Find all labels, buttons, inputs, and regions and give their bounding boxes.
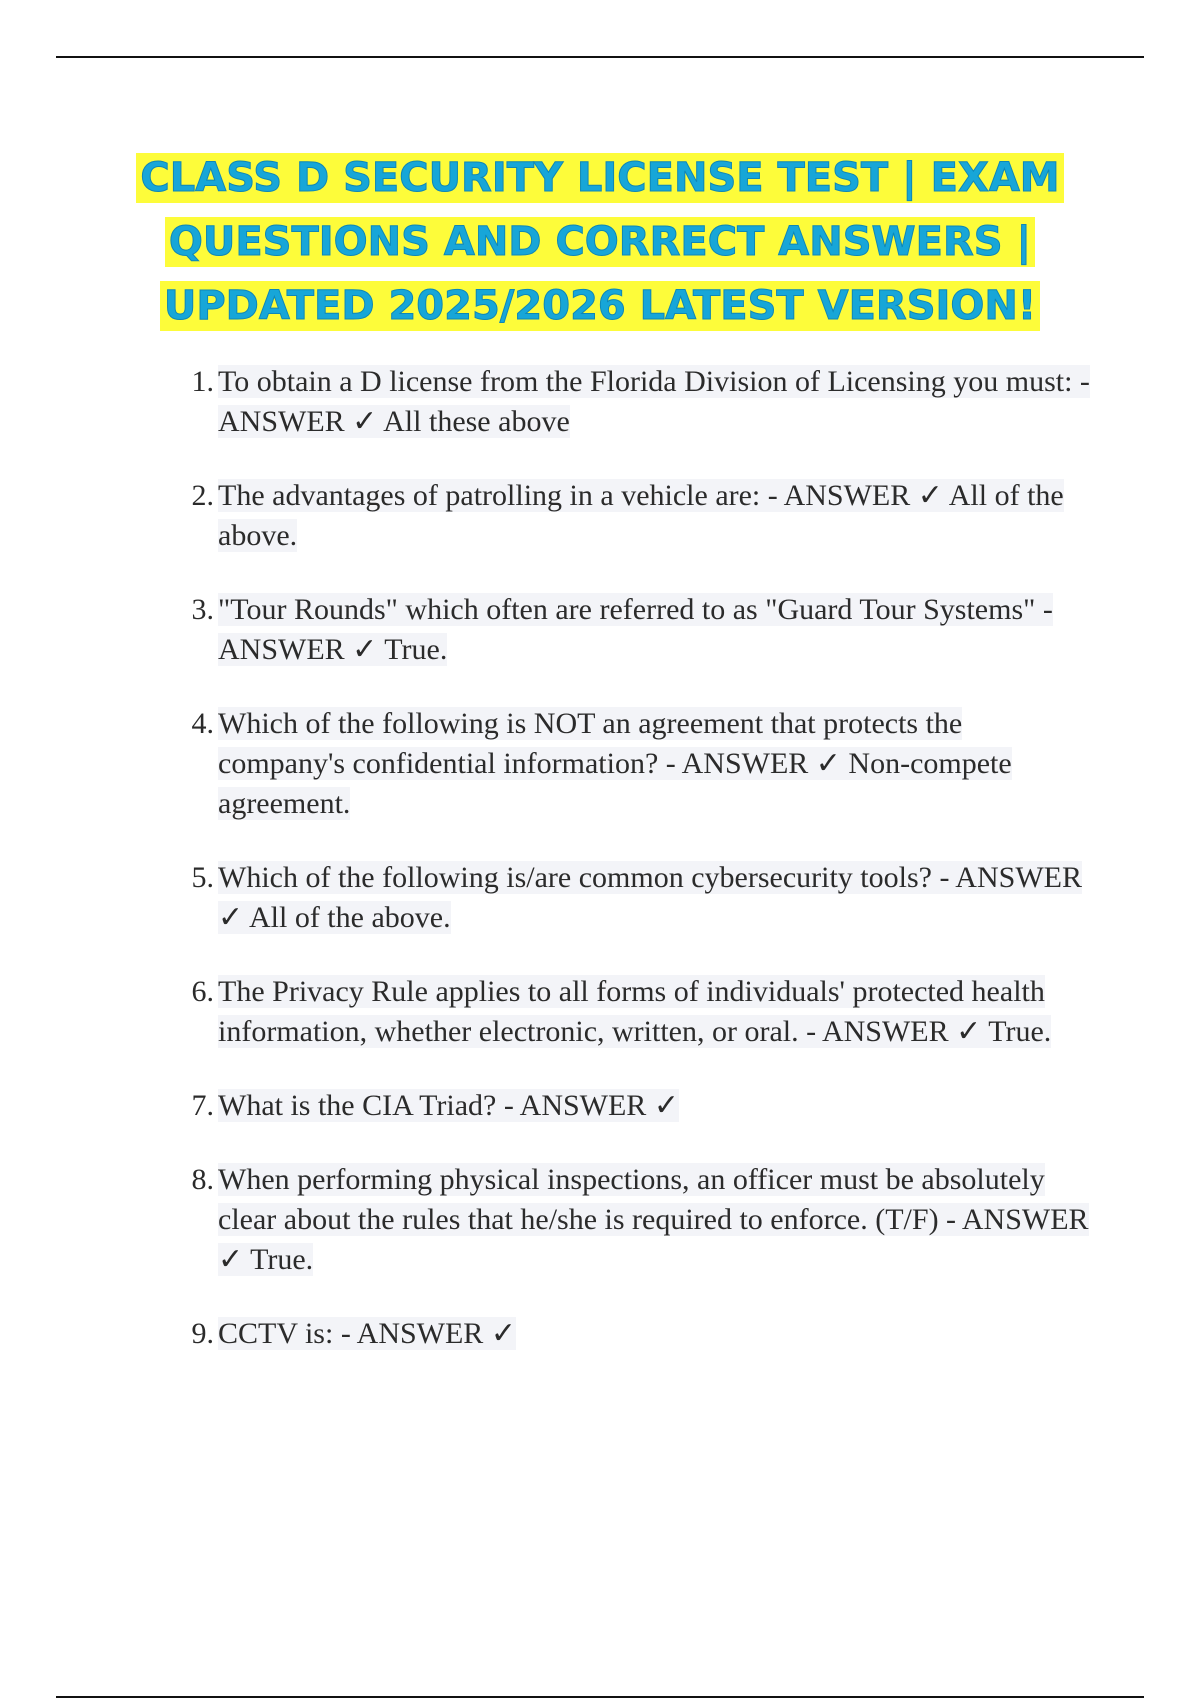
item-text: When performing physical inspections, an officer must be absolutely clear about the rules that he/she is required to enforce. (T/F) - ANSWER ✓ True. xyxy=(218,1163,1089,1276)
title-block xyxy=(120,146,1080,338)
list-item xyxy=(172,1160,1092,1280)
list-item xyxy=(172,1086,1092,1126)
item-number: 8. xyxy=(191,1163,214,1196)
question-list xyxy=(172,362,1092,1388)
list-item xyxy=(172,704,1092,824)
item-number: 2. xyxy=(191,479,214,512)
item-text: CCTV is: - ANSWER ✓ xyxy=(218,1317,516,1350)
document-title-text: CLASS D SECURITY LICENSE TEST | EXAM QUESTIONS AND CORRECT ANSWERS | UPDATED 2025/2026 LATEST VERSION! xyxy=(136,153,1063,331)
list-item xyxy=(172,362,1092,442)
item-number: 5. xyxy=(191,861,214,894)
item-number: 6. xyxy=(191,975,214,1008)
item-text: Which of the following is NOT an agreement that protects the company's confidential information? - ANSWER ✓ Non-compete agreement. xyxy=(218,707,1012,820)
top-rule xyxy=(56,56,1144,58)
item-number: 9. xyxy=(191,1317,214,1350)
bottom-rule xyxy=(56,1696,1144,1698)
item-number: 4. xyxy=(191,707,214,740)
list-item xyxy=(172,590,1092,670)
item-text: "Tour Rounds" which often are referred to as "Guard Tour Systems" - ANSWER ✓ True. xyxy=(218,593,1053,666)
list-item xyxy=(172,972,1092,1052)
item-text: To obtain a D license from the Florida Division of Licensing you must: - ANSWER ✓ All these above xyxy=(218,365,1090,438)
list-item xyxy=(172,476,1092,556)
item-text: The Privacy Rule applies to all forms of individuals' protected health information, whether electronic, written, or oral. - ANSWER ✓ True. xyxy=(218,975,1052,1048)
item-text: The advantages of patrolling in a vehicle are: - ANSWER ✓ All of the above. xyxy=(218,479,1064,552)
item-text: What is the CIA Triad? - ANSWER ✓ xyxy=(218,1089,679,1122)
item-number: 7. xyxy=(191,1089,214,1122)
list-item xyxy=(172,1314,1092,1354)
item-number: 3. xyxy=(191,593,214,626)
item-number: 1. xyxy=(191,365,214,398)
list-item xyxy=(172,858,1092,938)
item-text: Which of the following is/are common cybersecurity tools? - ANSWER ✓ All of the above. xyxy=(218,861,1082,934)
document-title xyxy=(120,146,1080,338)
